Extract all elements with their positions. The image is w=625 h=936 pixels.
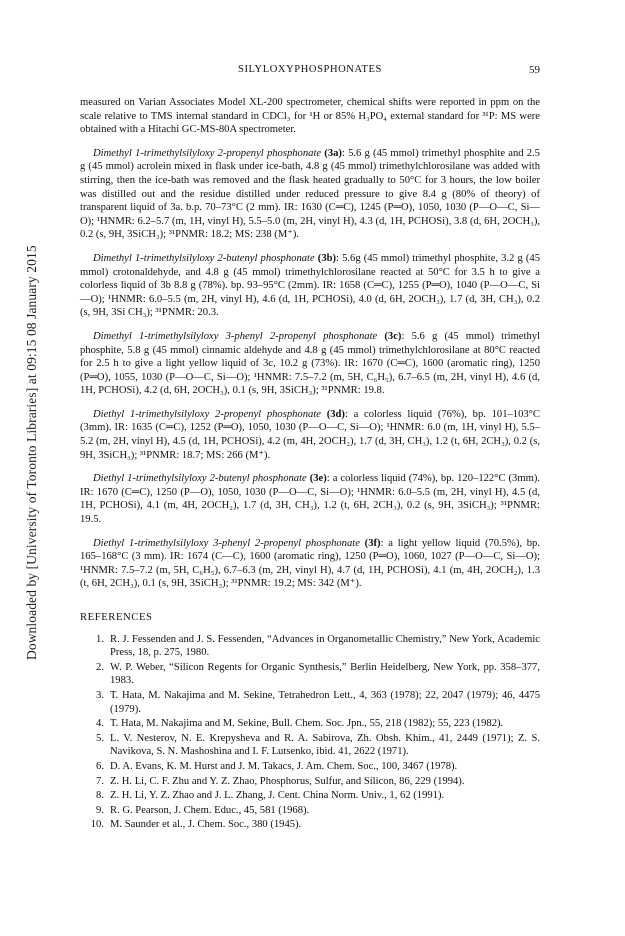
reference-number: 3.	[96, 689, 104, 701]
compound-description: : a colorless liquid (74%), bp. 120–122°C (3mm). IR: 1670 (C═C), 1250 (P—O), 1050, 1030 (P—O—C, Si—O); ¹HNMR: 6.0–5.5 (m, 2H, vinyl H), 4.5 (d, 1H, PCHOSi), 4.1 (m, 4H, 2OCH₂), 1.7 (d, 3H, CH₃), 1.2 (t, 6H, 2CH₃), 0.2 (s, 9H, 3SiCH₃); ³¹PNMR: 19.5.	[80, 473, 540, 526]
reference-number: 2.	[96, 661, 104, 673]
reference-item	[80, 633, 540, 660]
compound-name: Dimethyl 1-trimethylsilyloxy 3-phenyl 2-propenyl phosphonate	[93, 330, 378, 342]
reference-number: 6.	[96, 760, 104, 772]
intro-paragraph: measured on Varian Associates Model XL-200 spectrometer, chemical shifts were reported in ppm on the scale relative to TMS internal standard in CDCl₃ for ¹H or 85% H₃PO₄ external standard for ³¹P: MS were obtained with a Hitachi GC-MS-80A spectrometer.	[80, 97, 540, 136]
compound-code: (3d)	[326, 408, 345, 420]
reference-text: R. G. Pearson, J. Chem. Educ., 45, 581 (1968).	[110, 804, 310, 816]
compound-code: (3b)	[317, 252, 337, 264]
compound-name: Dimethyl 1-trimethylsilyloxy 2-butenyl phosphonate	[93, 252, 315, 264]
compound-entry-3e	[80, 472, 540, 526]
reference-text: T. Hata, M. Nakajima and M. Sekine, Bull. Chem. Soc. Jpn., 55, 218 (1982); 55, 223 (1982).	[110, 718, 504, 730]
reference-item	[80, 732, 540, 759]
compound-name: Diethyl 1-trimethylsilyloxy 3-phenyl 2-propenyl phosphonate	[93, 537, 360, 549]
reference-item	[80, 789, 540, 803]
reference-number: 9.	[96, 804, 104, 816]
compound-entry-3a	[80, 147, 540, 242]
compound-entry-3c	[80, 330, 540, 398]
reference-item	[80, 689, 540, 716]
download-notice: Downloaded by [University of Toronto Libraries] at 09:15 08 January 2015	[24, 245, 39, 660]
reference-text: R. J. Fessenden and J. S. Fessenden, “Advances in Organometallic Chemistry,” New York, Academic Press, 18, p. 275, 1980.	[110, 633, 540, 659]
reference-text: D. A. Evans, K. M. Hurst and J. M. Takacs, J. Am. Chem. Soc., 100, 3467 (1978).	[110, 760, 458, 772]
reference-item	[80, 661, 540, 688]
reference-number: 1.	[96, 633, 104, 645]
compound-entry-3f	[80, 537, 540, 591]
page-body	[80, 96, 540, 833]
reference-number: 5.	[96, 732, 104, 744]
compound-code: (3c)	[384, 330, 402, 342]
reference-number: 8.	[96, 790, 104, 802]
compound-code: (3f)	[364, 537, 381, 549]
reference-item	[80, 760, 540, 774]
reference-item	[80, 804, 540, 818]
compound-name: Diethyl 1-trimethylsilyloxy 2-butenyl phosphonate	[93, 473, 307, 485]
reference-text: M. Saunder et al., J. Chem. Soc., 380 (1945).	[110, 819, 302, 831]
reference-list	[80, 633, 540, 832]
compound-code: (3e)	[309, 473, 327, 485]
references-heading: REFERENCES	[80, 612, 153, 623]
compound-entry-3b	[80, 252, 540, 320]
reference-text: Z. H. Li, C. F. Zhu and Y. Z. Zhao, Phosphorus, Sulfur, and Silicon, 86, 229 (1994).	[110, 775, 465, 787]
reference-text: Z. H. Li, Y. Z. Zhao and J. L. Zhang, J. Cent. China Norm. Univ., 1, 62 (1991).	[110, 790, 445, 802]
running-title: SILYLOXYPHOSPHONATES	[238, 64, 382, 75]
compound-name: Diethyl 1-trimethylsilyloxy 2-propenyl phosphonate	[93, 408, 321, 420]
compound-name: Dimethyl 1-trimethylsilyloxy 2-propenyl phosphonate	[93, 147, 322, 159]
compound-code: (3a)	[324, 147, 342, 159]
reference-number: 4.	[96, 718, 104, 730]
download-sidebar	[2, 80, 39, 720]
compound-description: : 5.6 g (45 mmol) trimethyl phosphite, 5.8 g (45 mmol) cinnamic aldehyde and 4.8 g (45 mmol) trimethylchlorosilane at 80°C reacted for 2.5 h to give a light yellow liquid of 3c, 10.2 g (73%). IR: 1670 (C═C), 1600 (aromatic ring), 1250 (P═O), 1055, 1030 (P—O—C, Si—O); ¹HNMR: 7.5–7.2 (m, 5H, C₆H₅), 6.7–6.5 (m, 2H, vinyl H), 4.6 (d, 1H, PCHOSi), 4.2 (d, 6H, 2OCH₃), 0.1 (s, 9H, 3SiCH₃); ³¹PNMR: 19.8.	[80, 330, 540, 397]
reference-item	[80, 775, 540, 789]
page-number: 59	[529, 64, 540, 76]
compound-description: : 5.6 g (45 mmol) trimethyl phosphite and 2.5 g (45 mmol) acrolein mixed in flask under ice-bath, 4.8 g (45 mmol) trimethylchlorosilane was added with stirring, then the ice-bath was removed and the flask heated gradually to 50°C for 3 hours, the low boiler was distilled out and the residue distilled under reduced pressure to give 8.4 g (80% of theory) of transparent liquid of 3a. b.p. 70–73°C (2 mm). IR: 1630 (C═C), 1245 (P═O), 1050, 1030 (P—O—C, Si—O); ¹HNMR: 6.2–5.7 (m, 1H, vinyl H), 5.5–5.0 (m, 2H, vinyl H), 4.3 (d, 1H, PCHOSi), 3.8 (d, 6H, 2OCH₃), 0.2 (s, 9H, 3SiCH₃); ³¹PNMR: 18.2; MS: 238 (M⁺).	[80, 147, 540, 241]
reference-number: 7.	[96, 775, 104, 787]
reference-item	[80, 818, 540, 832]
compound-entry-3d	[80, 408, 540, 462]
reference-item	[80, 717, 540, 731]
reference-text: W. P. Weber, “Silicon Regents for Organic Synthesis,” Berlin Heidelberg, New York, pp. 358–377, 1983.	[110, 661, 540, 687]
reference-number: 10.	[90, 819, 104, 831]
reference-text: L. V. Nesterov, N. E. Krepysheva and R. A. Sabirova, Zh. Obsh. Khim., 41, 2449 (1971); Z. S. Navikova, S. N. Mashoshina and I. F. Lutsenko, ibid. 41, 2622 (1971).	[110, 732, 540, 758]
compound-description: : a light yellow liquid (70.5%), bp. 165–168°C (3 mm). IR: 1674 (C—C), 1600 (aromatic ring), 1250 (P═O), 1060, 1027 (P—O—C, Si—O); ¹HNMR: 7.5–7.2 (m, 5H, C₆H₅), 6.7–6.3 (m, 2H, vinyl H), 4.7 (d, 1H, PCHOSi), 4.1 (m, 4H, 2OCH₂), 1.3 (t, 6H, 2CH₃), 0.1 (s, 9H, 3SiCH₃); ³¹PNMR: 19.2; MS: 342 (M⁺).	[80, 537, 540, 590]
reference-text: T. Hata, M. Nakajima and M. Sekine, Tetrahedron Lett., 4, 363 (1978); 22, 2047 (1979); 46, 4475 (1979).	[110, 689, 540, 715]
compound-description: : a colorless liquid (76%), bp. 101–103°C (3mm). IR: 1635 (C═C), 1252 (P═O), 1050, 1030 (P—O—C, Si—O); ¹HNMR: 6.0 (m, 1H, vinyl H), 5.5–5.2 (m, 2H, vinyl H), 4.5 (d, 1H, PCHOSi), 4.2 (m, 4H, 2OCH₂), 1.7 (d, 3H, CH₃), 1.2 (t, 6H, 2CH₃), 0.2 (s, 9H, 3SiCH₃); ³¹PNMR: 18.7; MS: 266 (M⁺).	[80, 408, 540, 461]
compound-description: : 5.6g (45 mmol) trimethyl phosphite, 3.2 g (45 mmol) crotonaldehyde, and 4.8 g (45 mmol) trimethylchlorosilane reacted at 50°C for 3.5 h to give a colorless liquid of 3b 8.8 g (78%). bp. 93–95°C (2mm). IR: 1658 (C═C), 1255 (P═O), 1040 (P—O—C, Si—O); ¹HNMR: 6.0–5.5 (m, 2H, vinyl H), 4.6 (d, 1H, PCHOSi), 4.0 (d, 6H, 2OCH₃), 1.7 (d, 3H, CH₃), 0.2 (s, 9H, 3Si CH₃); ³¹PNMR: 20.3.	[80, 252, 540, 319]
